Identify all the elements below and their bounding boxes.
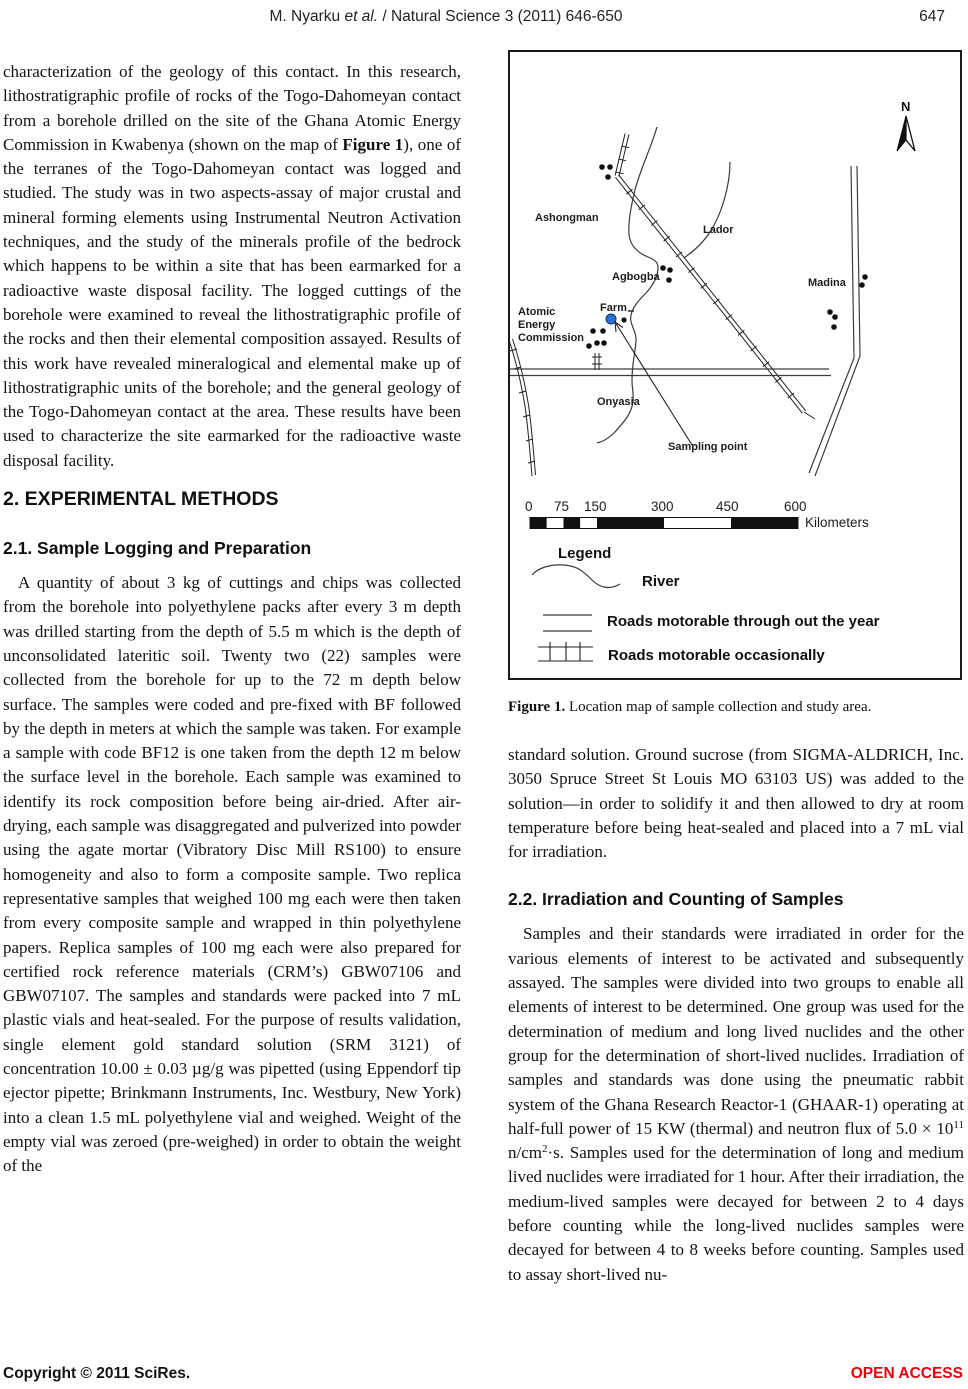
header-author: M. Nyarku (269, 8, 345, 25)
header-title (270, 8, 623, 26)
paragraph-standard-solution: standard solution. Ground sucrose (from SIGMA-ALDRICH, Inc. 3050 Spruce Street St Louis MO 63103 US) was added to the solution—in order to solidify it and then allowed to dry at room temperature before being heat-sealed and placed into a 7 mL vial for irradiation. (508, 745, 964, 862)
running-header (0, 8, 968, 30)
right-column (508, 50, 964, 1287)
legend-road-occasional-label: Roads motorable occasionally (608, 647, 825, 664)
label-aec-1: Atomic (518, 306, 556, 318)
paragraph-intro-b: ), one of the terranes of the Togo-Dahomeyan contact was logged and studied. The study was in two aspects-assay of major crustal and mineral forming elements using Instrumental Neutron Activation techniques, and the study of the minerals profile of the bedrock which happens to be within a site that has been earmarked for a radioactive waste disposal facility. The logged cuttings of the borehole were examined to reveal the lithostratigraphic profile of the rocks and then their elemental composition assayed. Results of this work have revealed mineralogical and elemental make up of lithostratigraphic units of the borehole; and the general geology of the Togo-Dahomeyan contact at the area. These results have been used to characterize the site earmarked for the radioactive waste disposal facility. (3, 134, 461, 470)
page-number: 647 (919, 8, 945, 25)
paragraph-intro-a: characterization of the geology of this contact. In this research, lithostratigraphic profile of rocks of the Togo-Dahomeyan contact from a borehole drilled on the site of the Ghana Atomic Energy Commission in Kwabenya (shown on the map of (3, 62, 461, 154)
scale-tick-450: 450 (716, 499, 739, 514)
page-footer (0, 1365, 968, 1385)
label-aec-3: Commission (518, 332, 585, 344)
north-label: N (901, 99, 911, 114)
label-onyasia: Onyasia (597, 396, 640, 408)
label-madina: Madina (808, 277, 846, 289)
paragraph-intro (3, 60, 461, 473)
paragraph-irradiation-b: n/cm (508, 1143, 542, 1163)
label-farm: Farm (600, 302, 627, 314)
paragraph-irradiation-c: ·s. Samples used for the determination of long and medium lived nuclides were irradiated for 1 hour. After their irradiation, the medium-lived samples were decayed for between 2 to 4 days before counting while the long-lived nuclides samples were decayed for between 4 to 8 weeks before counting. Samples used to assay short-lived nu- (508, 1143, 965, 1284)
scale-tick-300: 300 (651, 499, 674, 514)
scale-tick-75: 75 (554, 499, 570, 514)
paragraph-irradiation (508, 922, 964, 1286)
label-sampling-point: Sampling point (668, 441, 748, 453)
scale-unit-label: Kilometers (805, 515, 869, 530)
superscript-squared: 2 (542, 1143, 548, 1156)
label-agbogba: Agbogba (612, 271, 660, 283)
open-access-badge: OPEN ACCESS (850, 1365, 963, 1382)
figure-caption-number: Figure 1. (508, 699, 566, 715)
section-2-2-heading: 2.2. Irradiation and Counting of Samples (508, 889, 844, 910)
location-map (508, 50, 962, 680)
figure1-reference: Figure 1 (342, 134, 404, 154)
section-2-1-heading: 2.1. Sample Logging and Preparation (3, 538, 312, 559)
header-journal: / Natural Science 3 (2011) 646-650 (378, 8, 623, 25)
figure-caption (508, 697, 964, 717)
map-border (509, 51, 961, 679)
legend-road-year-label: Roads motorable through out the year (607, 613, 880, 630)
left-column (3, 60, 461, 1178)
superscript-exponent: 11 (953, 1118, 964, 1131)
scale-tick-150: 150 (584, 499, 607, 514)
header-etal: et al. (344, 8, 379, 25)
scale-tick-600: 600 (784, 499, 807, 514)
copyright-text: Copyright © 2011 SciRes. (3, 1365, 191, 1382)
section-2-heading: 2. EXPERIMENTAL METHODS (3, 488, 279, 511)
legend-river-label: River (642, 573, 680, 590)
paragraph-irradiation-a: Samples and their standards were irradiated in order for the various elements of interest to be activated and subsequently assayed. The samples were divided into two groups to enable all elements of interest to be determined. One group was used for the determination of medium and long lived nuclides and the other group for the determination of short-lived nuclides. Irradiation of samples and standards was done using the pneumatic rabbit system of the Ghana Research Reactor-1 (GHAAR-1) operating at half-full power of 15 KW (thermal) and neutron flux of 5.0 × 10 (508, 924, 964, 1138)
label-aec-2: Energy (518, 319, 556, 331)
paragraph-sample-logging: A quantity of about 3 kg of cuttings and chips was collected from the borehole into polyethylene packs after every 3 m depth was drilled starting from the depth of 5.5 m which is the depth of unconsolidated lateritic soil. Twenty two (22) samples were collected from the borehole for up to the 72 m depth below surface. The samples were coded and pre-fixed with BF followed by the depth in meters at which the sample was taken. For example a sample with code BF12 is one taken from the depth 12 m below the surface level in the borehole. Each sample was examined to identify its rock composition before being air-dried. After air-drying, each sample was disaggregated and pulverized into powder using the agate mortar (Vibratory Disc Mill RS100) to ensure homogeneity and also to form a composite sample. Two replica representative samples that weighed 100 mg each were then taken from every composite sample and wrapped in thin polyethylene papers. Replica samples of 100 mg each were also prepared for certified rock reference materials (CRM’s) GBW07106 and GBW07107. The samples and standards were packed into 7 mL plastic vials and heat-sealed. For the purpose of results validation, single element gold standard solution (SRM 3121) of concentration 10.00 ± 0.03 µg/g was pipetted (using Eppendorf tip ejector pipette; Brinkmann Instruments, Inc. Westbury, New York) into a clean 1.5 mL polyethylene vial and weighed. Weight of the empty vial was zeroed (pre-weighed) in order to obtain the weight of the (3, 573, 461, 1176)
label-ashongman: Ashongman (535, 212, 599, 224)
scale-tick-0: 0 (525, 499, 533, 514)
figure-caption-text: Location map of sample collection and study area. (565, 699, 872, 715)
label-lador: Lador (703, 224, 734, 236)
legend-title: Legend (558, 545, 612, 562)
